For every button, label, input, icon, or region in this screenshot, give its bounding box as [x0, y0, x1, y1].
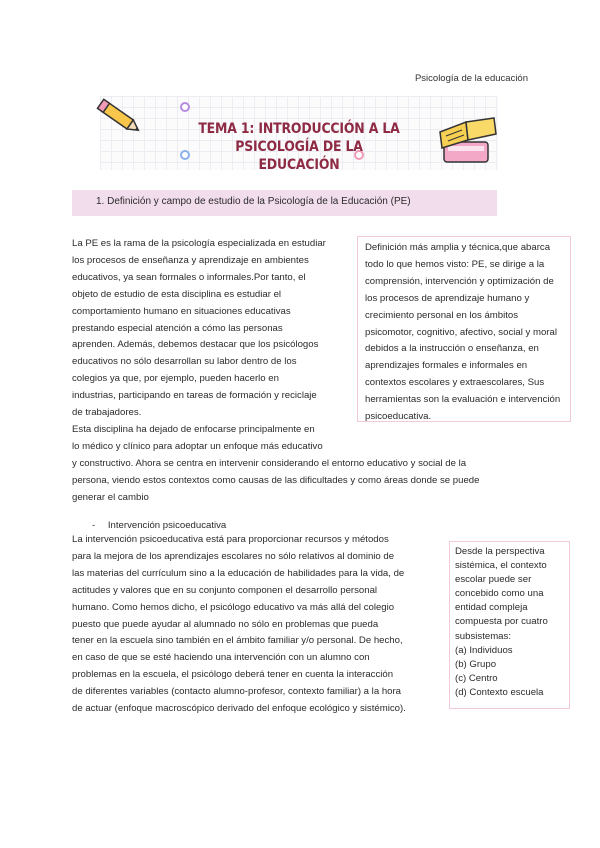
text-line: psicoeducativa.	[365, 411, 432, 423]
title-line-1: TEMA 1: INTRODUCCIÓN A LA PSICOLOGÍA DE LA	[198, 121, 400, 155]
text-line: herramientas son la evaluación e intervención	[365, 394, 561, 406]
text-line: aprenden. Además, debemos destacar que los psicólogos	[72, 339, 319, 351]
text-line: todo lo que hemos visto: PE, se dirige a la	[365, 258, 545, 270]
text-line: escolar puede ser	[455, 574, 532, 586]
text-line: crecimiento personal en los ámbitos	[365, 309, 519, 321]
bullet-dash: -	[92, 520, 96, 531]
text-line: objeto de estudio de esta disciplina es estudiar el	[72, 288, 282, 300]
text-line: humano. Como hemos dicho, el psicólogo educativo va más allá del colegio	[72, 601, 395, 613]
text-line: prestando especial atención a cómo las personas	[72, 322, 283, 334]
text-line: los procesos de enseñanza y aprendizaje en ambientes	[72, 254, 309, 266]
text-line: problemas en la escuela, el psicólogo deberá tener en cuenta la interacción	[72, 669, 394, 681]
text-line: de actuar (enfoque macroscópico derivado del enfoque ecológico y sistémico).	[72, 703, 406, 715]
text-line: entidad compleja	[455, 602, 528, 614]
book-icon	[436, 104, 500, 170]
list-item: (c) Centro	[455, 672, 498, 684]
intervention-paragraph	[72, 532, 444, 718]
text-line: aprendizajes formales e informales en	[365, 360, 528, 372]
text-line: concebido como una	[455, 588, 544, 600]
text-line: de trabajadores.	[72, 407, 142, 419]
title-line-2: EDUCACIÓN	[258, 157, 340, 173]
text-line: La PE es la rama de la psicología especializada en estudiar	[72, 238, 326, 249]
text-line: las materias del currículum sino a la educación de habilidades para la vida, de	[72, 567, 405, 579]
text-line: Definición más amplia y técnica,que abarca	[365, 242, 551, 253]
text-line: Esta disciplina ha dejado de enfocarse principalmente en	[72, 423, 315, 435]
text-line: educativos no sólo desarrollan su labor dentro de los	[72, 356, 297, 368]
text-line: educativos, ya sean formales o informales.Por tanto, el	[72, 271, 306, 283]
text-line: colegios ya que, por ejemplo, pueden hacerlo en	[72, 373, 279, 385]
subsection-title: Intervención psicoeducativa	[107, 520, 227, 531]
definition-box	[357, 236, 571, 422]
text-line: comprensión, intervención y optimización de	[365, 275, 554, 287]
title-banner	[100, 96, 498, 173]
list-item: (b) Grupo	[455, 658, 497, 670]
text-line: los procesos de aprendizaje humano y	[365, 292, 530, 304]
text-line: y constructivo. Ahora se centra en intervenir considerando el entorno educativo y social de la	[72, 457, 467, 469]
text-line: lo médico y clínico para adoptar un enfoque más educativo	[72, 440, 323, 452]
text-line: generar el cambio	[72, 491, 149, 503]
text-line: industrias, participando en tareas de formación y reciclaje	[72, 390, 317, 402]
section-heading: 1. Definición y campo de estudio de la Psicología de la Educación (PE)	[96, 196, 411, 207]
text-line: sistémica, el contexto	[455, 560, 547, 572]
list-item: (a) Individuos	[455, 644, 513, 656]
text-line: puesto que puede ayudar al alumnado no sólo en problemas que pueda	[72, 618, 379, 630]
text-line: psicomotor, cognitivo, afectivo, social y moral	[365, 326, 557, 338]
pencil-icon	[96, 98, 144, 138]
text-line: comportamiento humano en situaciones educativas	[72, 305, 291, 317]
text-line: actitudes y valores que en su conjunto componen el desarrollo personal	[72, 584, 378, 596]
text-line: subsistemas:	[455, 630, 511, 642]
text-line: La intervención psicoeducativa está para proporcionar recursos y métodos	[72, 534, 389, 545]
text-line: debidos a la instrucción o enseñanza, en	[365, 343, 539, 355]
dot-icon	[180, 102, 190, 112]
list-item: (d) Contexto escuela	[455, 686, 544, 698]
text-line: en caso de que se esté haciendo una intervención con un alumno con	[72, 652, 370, 664]
text-line: para la mejora de los aprendizajes escolares no sólo relativos al dominio de	[72, 550, 395, 562]
text-line: tener en la escuela sino también en el ámbito familiar y/o personal. De hecho,	[72, 635, 403, 647]
subsection-heading	[92, 520, 226, 531]
section-heading-bar	[72, 190, 497, 216]
text-line: de diferentes variables (contacto alumno-profesor, contexto familiar) a la hora	[72, 686, 402, 698]
systemic-box	[449, 541, 570, 709]
text-line: contextos escolares y extraescolares, Sus	[365, 377, 545, 389]
text-line: Desde la perspectiva	[455, 546, 545, 557]
page-title	[162, 120, 435, 174]
text-line: compuesta por cuatro	[455, 616, 548, 628]
text-line: persona, viendo estos contextos como causas de las dificultades y como áreas donde se puede	[72, 474, 480, 486]
course-header: Psicología de la educación	[414, 73, 528, 84]
